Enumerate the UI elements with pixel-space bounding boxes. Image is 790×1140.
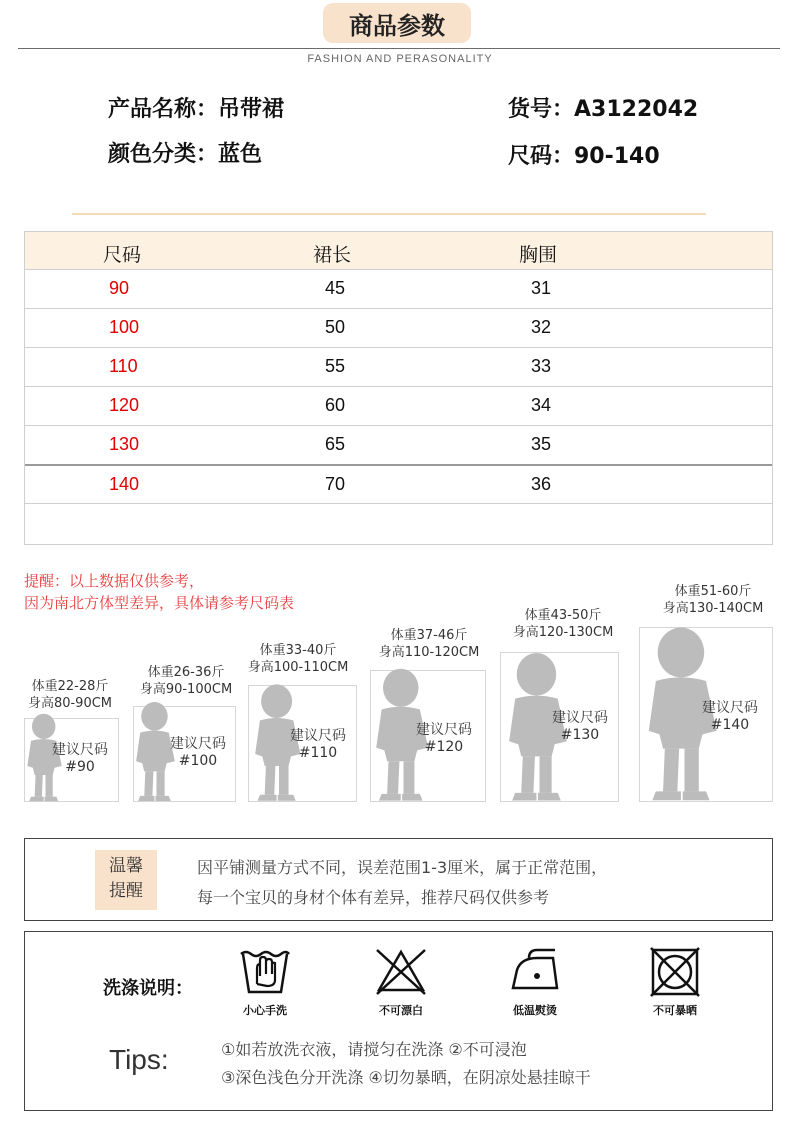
kid-advice: 建议尺码 xyxy=(416,722,472,738)
tips-label: Tips: xyxy=(109,1044,169,1075)
product-name: 产品名称：吊带裙 xyxy=(108,97,285,122)
cell-length: 55 xyxy=(325,356,346,376)
cell-chest: 33 xyxy=(531,356,552,376)
kid-recommendation xyxy=(416,722,472,756)
section-title: 商品参数 xyxy=(349,11,445,40)
kid-height: 身高120-130CM xyxy=(512,625,614,640)
kid-weight: 体重22-28斤 xyxy=(31,679,109,694)
cell-size: 130 xyxy=(109,434,140,454)
cell-size: 90 xyxy=(109,278,130,298)
kid-weight: 体重51-60斤 xyxy=(674,584,752,599)
cell-length: 50 xyxy=(325,317,346,337)
product-color: 颜色分类：蓝色 xyxy=(108,142,263,167)
kid-weight: 体重43-50斤 xyxy=(524,608,602,623)
kid-height: 身高80-90CM xyxy=(27,696,113,711)
kid-height: 身高100-110CM xyxy=(247,660,349,675)
kid-advice: 建议尺码 xyxy=(52,742,108,758)
kid-advice: 建议尺码 xyxy=(552,710,608,726)
kid-advice: 建议尺码 xyxy=(702,700,758,716)
product-size-range: 尺码：90-140 xyxy=(508,144,660,169)
header-chest: 胸围 xyxy=(519,244,558,266)
cell-chest: 36 xyxy=(531,474,552,494)
section-subtitle: FASHION AND PERASONALITY xyxy=(307,53,493,65)
kid-weight: 体重33-40斤 xyxy=(259,643,337,658)
wash-title: 洗涤说明： xyxy=(103,978,193,999)
low-iron-icon xyxy=(507,946,563,998)
tip-line-1: ①如若放洗衣液，请搅匀在洗涤 ②不可浸泡 xyxy=(221,1040,527,1059)
cell-length: 70 xyxy=(325,474,346,494)
kid-recommendation xyxy=(552,710,608,744)
kid-size: #110 xyxy=(298,745,338,761)
kid-measurement-label xyxy=(370,627,488,661)
kid-height: 身高110-120CM xyxy=(378,645,480,660)
kid-size: #100 xyxy=(178,753,218,769)
cell-chest: 35 xyxy=(531,434,552,454)
warm-tip-line-1: 因平铺测量方式不同，误差范围1-3厘米，属于正常范围， xyxy=(197,858,608,877)
kid-measurement-label xyxy=(504,607,622,641)
warm-reminder-badge xyxy=(95,850,157,910)
reminder-line-1: 提醒：以上数据仅供参考， xyxy=(24,572,205,590)
kid-advice: 建议尺码 xyxy=(170,736,226,752)
kid-height: 身高90-100CM xyxy=(139,682,233,697)
wash-item-no-bleach xyxy=(361,946,441,1018)
kid-weight: 体重26-36斤 xyxy=(147,665,225,680)
kid-size: #130 xyxy=(560,727,600,743)
header-length: 裙长 xyxy=(313,244,352,266)
cell-length: 65 xyxy=(325,434,346,454)
wash-instructions-box xyxy=(24,931,773,1111)
kid-weight: 体重37-46斤 xyxy=(390,628,468,643)
kid-measurement-label xyxy=(24,678,116,712)
no-bleach-icon xyxy=(373,946,429,998)
cell-chest: 32 xyxy=(531,317,552,337)
kid-measurement-label xyxy=(134,664,238,698)
tip-line-2: ③深色浅色分开洗涤 ④切勿暴晒，在阴凉处悬挂晾干 xyxy=(221,1068,591,1087)
wash-item-low-iron xyxy=(495,946,575,1018)
kid-recommendation xyxy=(170,736,226,770)
warm-tip-line-2: 每一个宝贝的身材个体有差异，推荐尺码仅供参考 xyxy=(197,888,550,907)
kid-advice: 建议尺码 xyxy=(290,728,346,744)
wash-label-no-bleach: 不可漂白 xyxy=(379,1004,423,1017)
kid-height: 身高130-140CM xyxy=(662,601,764,616)
header-size: 尺码 xyxy=(103,244,142,266)
kid-measurement-label xyxy=(652,583,774,617)
hand-wash-icon xyxy=(237,946,293,998)
kid-size: #140 xyxy=(710,717,750,733)
warm-reminder-box xyxy=(24,838,773,921)
kid-size: #90 xyxy=(65,759,95,775)
cell-length: 45 xyxy=(325,278,346,298)
no-tumble-dry-icon xyxy=(647,946,703,998)
cell-chest: 34 xyxy=(531,395,552,415)
cell-size: 110 xyxy=(109,356,138,376)
kid-size: #120 xyxy=(424,739,464,755)
kid-recommendation xyxy=(290,728,346,762)
wash-label-low-iron: 低温熨烫 xyxy=(513,1004,557,1017)
warm-badge-line-2: 提醒 xyxy=(109,881,143,901)
wash-label-no-sun: 不可暴晒 xyxy=(653,1004,697,1017)
wash-label-hand-wash: 小心手洗 xyxy=(243,1004,287,1017)
cell-size: 100 xyxy=(109,317,140,337)
reminder-line-2: 因为南北方体型差异，具体请参考尺码表 xyxy=(24,594,295,612)
kid-measurement-label xyxy=(242,642,354,676)
wash-item-hand-wash xyxy=(225,946,305,1018)
wash-item-no-sun xyxy=(635,946,715,1018)
cell-length: 60 xyxy=(325,395,346,415)
cell-chest: 31 xyxy=(531,278,552,298)
cell-size: 120 xyxy=(109,395,140,415)
warm-badge-line-1: 温馨 xyxy=(109,856,143,876)
product-item-number: 货号：A3122042 xyxy=(508,97,699,122)
cell-size: 140 xyxy=(109,474,140,494)
kid-recommendation xyxy=(702,700,758,734)
kid-recommendation xyxy=(52,742,108,776)
